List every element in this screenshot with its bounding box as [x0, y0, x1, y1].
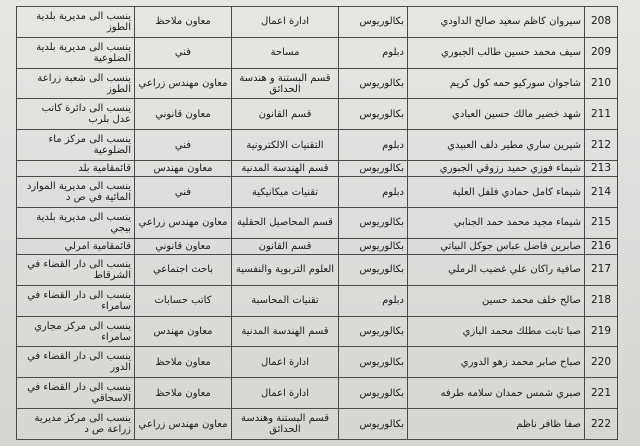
employee-name: شيماء فوزي حميد رزوقي الجبوري: [408, 161, 585, 177]
assignment: ينسب الى مركز مجاري سامراء: [17, 316, 135, 347]
degree: بكالوريوس: [339, 238, 408, 254]
assignment: ينسب الى مديرية بلدية الطوز: [17, 7, 135, 38]
employee-name: شاجوان سوركيو حمه كول كريم: [408, 68, 585, 99]
employee-name: صابرين فاضل عباس جوكل البياتي: [408, 238, 585, 254]
specialization: قسم المحاصيل الحقلية: [232, 208, 339, 239]
degree: بكالوريوس: [339, 208, 408, 239]
job-title: معاون ملاحظ: [135, 7, 232, 38]
degree: دبلوم: [339, 285, 408, 316]
assignment: قائمقامية امرلي: [17, 238, 135, 254]
row-number: 219: [585, 316, 618, 347]
row-number: 218: [585, 285, 618, 316]
degree: بكالوريوس: [339, 316, 408, 347]
employee-name: شيماء كامل حمادي فلفل العلية: [408, 177, 585, 208]
specialization: قسم البستنة و هندسة الحدائق: [232, 68, 339, 99]
table-row: [17, 177, 618, 208]
assignment: ينسب الى دار القضاء في الشرقاط: [17, 254, 135, 285]
degree: دبلوم: [339, 177, 408, 208]
job-title: معاون مهندس زراعي: [135, 208, 232, 239]
row-number: 210: [585, 68, 618, 99]
degree: بكالوريوس: [339, 347, 408, 378]
assignment: ينسب الى مديرية بلدية الضلوعية: [17, 37, 135, 68]
employee-name: شيرين ساري مطير دلف العبيدي: [408, 130, 585, 161]
degree: بكالوريوس: [339, 161, 408, 177]
employee-name: صافية راكان علي غضيب الرملي: [408, 254, 585, 285]
employee-name: صبري شمس حمدان سلامه طرفه: [408, 378, 585, 409]
specialization: ادارة اعمال: [232, 7, 339, 38]
row-number: 217: [585, 254, 618, 285]
table-body: [17, 7, 618, 440]
job-title: معاون مهندس: [135, 316, 232, 347]
row-number: 214: [585, 177, 618, 208]
assignment: ينسب الى دار القضاء في سامراء: [17, 285, 135, 316]
table-row: [17, 68, 618, 99]
job-title: فني: [135, 130, 232, 161]
employee-name: سيروان كاظم سعيد صالح الداودي: [408, 7, 585, 38]
specialization: تقنيات ميكانيكية: [232, 177, 339, 208]
assignment: قائمقامية بلد: [17, 161, 135, 177]
assignment: ينسب الى دار القضاء في الدور: [17, 347, 135, 378]
job-title: معاون ملاحظ: [135, 378, 232, 409]
table-row: [17, 285, 618, 316]
row-number: 211: [585, 99, 618, 130]
specialization: قسم الهندسة المدنية: [232, 161, 339, 177]
specialization: العلوم التربوية والنفسية: [232, 254, 339, 285]
table-row: [17, 254, 618, 285]
table-row: [17, 378, 618, 409]
degree: بكالوريوس: [339, 7, 408, 38]
specialization: قسم الهندسة المدنية: [232, 316, 339, 347]
employee-name: سيف محمد حسين طالب الجبوري: [408, 37, 585, 68]
job-title: معاون قانوني: [135, 238, 232, 254]
row-number: 208: [585, 7, 618, 38]
assignment: ينسب الى دائرة كاتب عدل بلرب: [17, 99, 135, 130]
specialization: ادارة اعمال: [232, 378, 339, 409]
job-title: فني: [135, 177, 232, 208]
row-number: 215: [585, 208, 618, 239]
employee-name: صبا ثابت مطلك محمد البازي: [408, 316, 585, 347]
employee-name: شيماء مجيد محمد حمد الجنابي: [408, 208, 585, 239]
degree: بكالوريوس: [339, 409, 408, 440]
job-title: معاون مهندس زراعي: [135, 409, 232, 440]
degree: بكالوريوس: [339, 378, 408, 409]
table-row: [17, 99, 618, 130]
job-title: معاون مهندس: [135, 161, 232, 177]
specialization: التقنيات الالكترونية: [232, 130, 339, 161]
table-row: [17, 238, 618, 254]
table-row: [17, 316, 618, 347]
assignment: ينسب الى دار القضاء في الاسحاقي: [17, 378, 135, 409]
specialization: ادارة اعمال: [232, 347, 339, 378]
job-title: باحث اجتماعي: [135, 254, 232, 285]
specialization: مساحة: [232, 37, 339, 68]
row-number: 209: [585, 37, 618, 68]
employee-name: صفا ظافر ناظم: [408, 409, 585, 440]
assignment: ينسب الى مركز مديرية زراعة ص د: [17, 409, 135, 440]
employee-assignment-table: [16, 6, 618, 440]
employee-name: شهد خضير مالك حسين العبادي: [408, 99, 585, 130]
row-number: 216: [585, 238, 618, 254]
specialization: قسم القانون: [232, 238, 339, 254]
assignment: ينسب الى مركز ماء الضلوعية: [17, 130, 135, 161]
table-row: [17, 208, 618, 239]
assignment: ينسب الى مديرية بلدية بيجي: [17, 208, 135, 239]
specialization: قسم القانون: [232, 99, 339, 130]
row-number: 222: [585, 409, 618, 440]
row-number: 213: [585, 161, 618, 177]
row-number: 220: [585, 347, 618, 378]
assignment: ينسب الى مديرية الموارد المائية في ص د: [17, 177, 135, 208]
table-row: [17, 409, 618, 440]
degree: بكالوريوس: [339, 254, 408, 285]
job-title: كاتب حسابات: [135, 285, 232, 316]
job-title: معاون قانوني: [135, 99, 232, 130]
job-title: معاون ملاحظ: [135, 347, 232, 378]
specialization: قسم البستنة وهندسة الحدائق: [232, 409, 339, 440]
table-row: [17, 161, 618, 177]
degree: بكالوريوس: [339, 99, 408, 130]
degree: دبلوم: [339, 130, 408, 161]
table-row: [17, 347, 618, 378]
row-number: 212: [585, 130, 618, 161]
job-title: معاون مهندس زراعي: [135, 68, 232, 99]
table-row: [17, 130, 618, 161]
specialization: تقنيات المحاسبة: [232, 285, 339, 316]
assignment: ينسب الى شعبة زراعة الطوز: [17, 68, 135, 99]
degree: دبلوم: [339, 37, 408, 68]
job-title: فني: [135, 37, 232, 68]
employee-name: صالح خلف محمد حسين: [408, 285, 585, 316]
row-number: 221: [585, 378, 618, 409]
degree: بكالوريوس: [339, 68, 408, 99]
table-row: [17, 7, 618, 38]
employee-name: صباح صابر محمد زهو الدوري: [408, 347, 585, 378]
table-row: [17, 37, 618, 68]
